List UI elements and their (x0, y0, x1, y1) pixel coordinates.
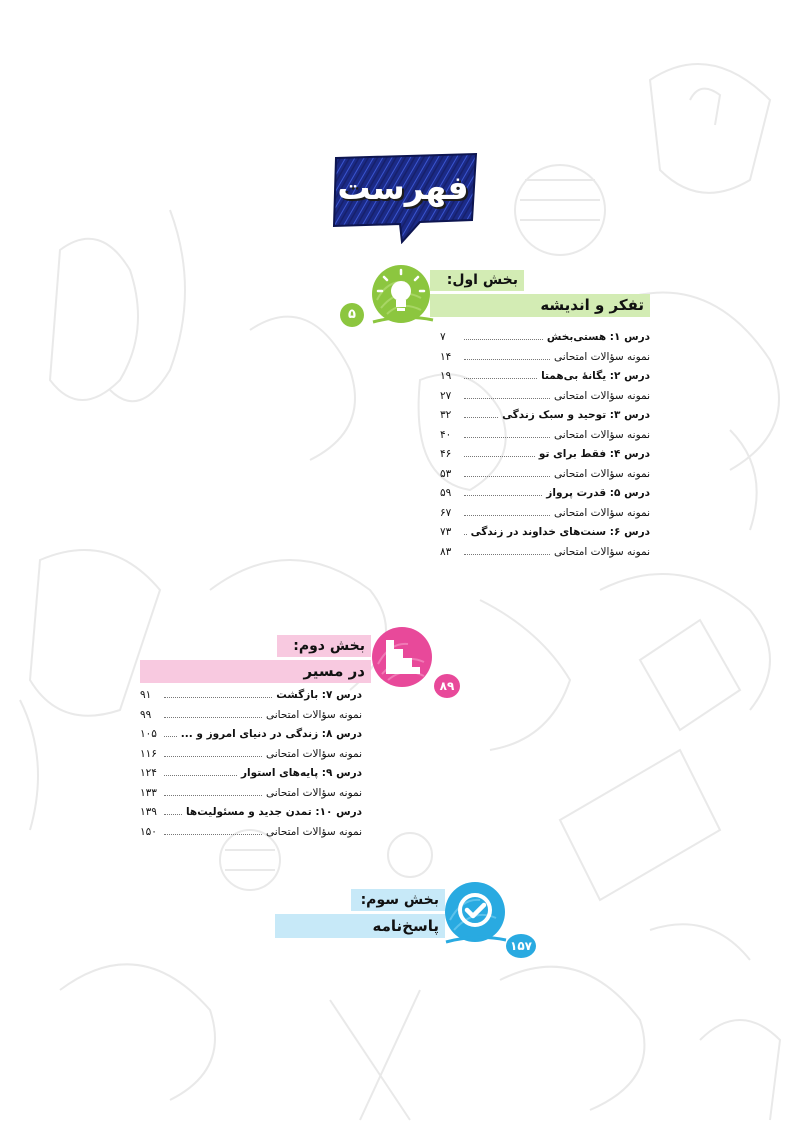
toc-entry-page: ۷ (440, 331, 446, 343)
lightbulb-icon (367, 264, 435, 328)
toc-dot-leader (464, 534, 467, 535)
section-1-title-band (430, 294, 650, 317)
section-3-heading: بخش سوم: (360, 892, 439, 908)
section-3-title: پاسخ‌نامه (372, 917, 439, 935)
section-3-title-band (275, 914, 445, 938)
toc-dot-leader (464, 437, 550, 438)
section-2-title: در مسیر (303, 662, 365, 680)
toc-dot-leader (164, 717, 262, 718)
toc-dot-leader (164, 736, 177, 737)
toc-entry-page: ۲۷ (440, 389, 452, 402)
toc-dot-leader (464, 495, 542, 496)
toc-entry[interactable] (140, 787, 362, 807)
toc-entry-label: نمونه سؤالات امتحانی (553, 545, 650, 558)
stairs-icon (366, 626, 438, 692)
toc-dot-leader (164, 834, 262, 835)
toc-entry[interactable] (440, 409, 650, 429)
title-banner (330, 152, 480, 244)
toc-entry[interactable] (140, 806, 362, 826)
toc-entry-label: نمونه سؤالات امتحانی (553, 389, 650, 402)
toc-entry-label: درس ۶: سنت‌های خداوند در زندگی (470, 526, 650, 538)
toc-entry-page: ۴۰ (440, 428, 452, 441)
toc-entry-label: نمونه سؤالات امتحانی (265, 786, 362, 799)
toc-entry-label: نمونه سؤالات امتحانی (553, 350, 650, 363)
toc-dot-leader (164, 775, 237, 776)
toc-entry[interactable] (440, 546, 650, 566)
toc-entry[interactable] (140, 709, 362, 729)
toc-entry-page: ۱۲۴ (140, 767, 157, 779)
toc-entry-page: ۱۱۶ (140, 747, 157, 760)
toc-entry-label: درس ۲: یگانهٔ بی‌همتا (541, 370, 650, 382)
toc-entry-page: ۱۴ (440, 350, 452, 363)
toc-entry-label: نمونه سؤالات امتحانی (553, 467, 650, 480)
toc-dot-leader (464, 398, 550, 399)
toc-entry[interactable] (440, 390, 650, 410)
toc-entry[interactable] (440, 487, 650, 507)
toc-entry-page: ۱۳۹ (140, 806, 157, 818)
section-1-page-badge: ۵ (340, 303, 364, 327)
toc-entry-page: ۱۹ (440, 370, 452, 382)
toc-dot-leader (464, 339, 543, 340)
toc-entry-label: نمونه سؤالات امتحانی (265, 747, 362, 760)
toc-entry-page: ۴۶ (440, 448, 452, 460)
toc-entry-label: نمونه سؤالات امتحانی (265, 708, 362, 721)
toc-entry[interactable] (440, 526, 650, 546)
toc-entry-page: ۳۲ (440, 409, 452, 421)
toc-entry-label: درس ۱۰: تمدن جدید و مسئولیت‌ها (185, 806, 362, 818)
section-2-page-badge: ۸۹ (434, 674, 460, 698)
toc-entry-page: ۷۳ (440, 526, 452, 538)
toc-dot-leader (464, 554, 550, 555)
toc-entry[interactable] (440, 468, 650, 488)
toc-entry[interactable] (140, 767, 362, 787)
toc-entry-page: ۵۹ (440, 487, 452, 499)
toc-dot-leader (464, 378, 537, 379)
section-2-heading: بخش دوم: (293, 638, 365, 654)
toc-entry-page: ۱۳۳ (140, 786, 157, 799)
toc-entry-page: ۹۹ (140, 708, 152, 721)
toc-dot-leader (464, 515, 550, 516)
toc-entry-label: درس ۵: قدرت پرواز (546, 487, 650, 499)
toc-entry[interactable] (440, 448, 650, 468)
section-2-title-band (140, 660, 371, 683)
toc-dot-leader (464, 476, 550, 477)
toc-dot-leader (464, 456, 535, 457)
toc-entry[interactable] (440, 331, 650, 351)
section-1-heading: بخش اول: (446, 272, 518, 288)
toc-entry[interactable] (440, 351, 650, 371)
toc-entry-label: درس ۳: توحید و سبک زندگی (502, 409, 650, 421)
toc-entry-page: ۶۷ (440, 506, 452, 519)
toc-entry[interactable] (140, 728, 362, 748)
checkmark-icon (440, 880, 510, 948)
section-1-heading-band (430, 270, 524, 291)
toc-entry-label: نمونه سؤالات امتحانی (265, 825, 362, 838)
toc-entry-page: ۸۳ (440, 545, 452, 558)
toc-dot-leader (164, 697, 272, 698)
toc-entry[interactable] (440, 370, 650, 390)
toc-entry-label: درس ۸: زندگی در دنیای امروز و ... (180, 728, 362, 740)
toc-entry-label: درس ۴: فقط برای تو (538, 448, 650, 460)
section-2-toc (140, 689, 362, 845)
toc-entry-label: درس ۷: بازگشت (276, 689, 362, 701)
toc-entry[interactable] (440, 429, 650, 449)
section-3-heading-band (351, 889, 445, 911)
section-2-heading-band (277, 635, 371, 657)
toc-entry-label: درس ۹: پایه‌های استوار (241, 767, 362, 779)
toc-dot-leader (164, 795, 262, 796)
toc-entry-page: ۹۱ (140, 689, 152, 701)
toc-dot-leader (464, 359, 550, 360)
toc-entry[interactable] (140, 748, 362, 768)
toc-entry-label: درس ۱: هستی‌بخش (546, 331, 650, 343)
toc-entry[interactable] (140, 689, 362, 709)
toc-dot-leader (464, 417, 498, 418)
toc-entry[interactable] (440, 507, 650, 527)
toc-entry-page: ۱۵۰ (140, 825, 157, 838)
toc-dot-leader (164, 814, 182, 815)
section-1-title: تفکر و اندیشه (540, 296, 644, 314)
toc-entry-label: نمونه سؤالات امتحانی (553, 428, 650, 441)
toc-dot-leader (164, 756, 262, 757)
section-1-toc (440, 331, 650, 565)
toc-entry-page: ۱۰۵ (140, 728, 157, 740)
toc-entry[interactable] (140, 826, 362, 846)
page-title: فهرست (337, 168, 469, 207)
toc-entry-page: ۵۳ (440, 467, 452, 480)
toc-entry-label: نمونه سؤالات امتحانی (553, 506, 650, 519)
section-3-page-badge: ۱۵۷ (506, 934, 536, 958)
